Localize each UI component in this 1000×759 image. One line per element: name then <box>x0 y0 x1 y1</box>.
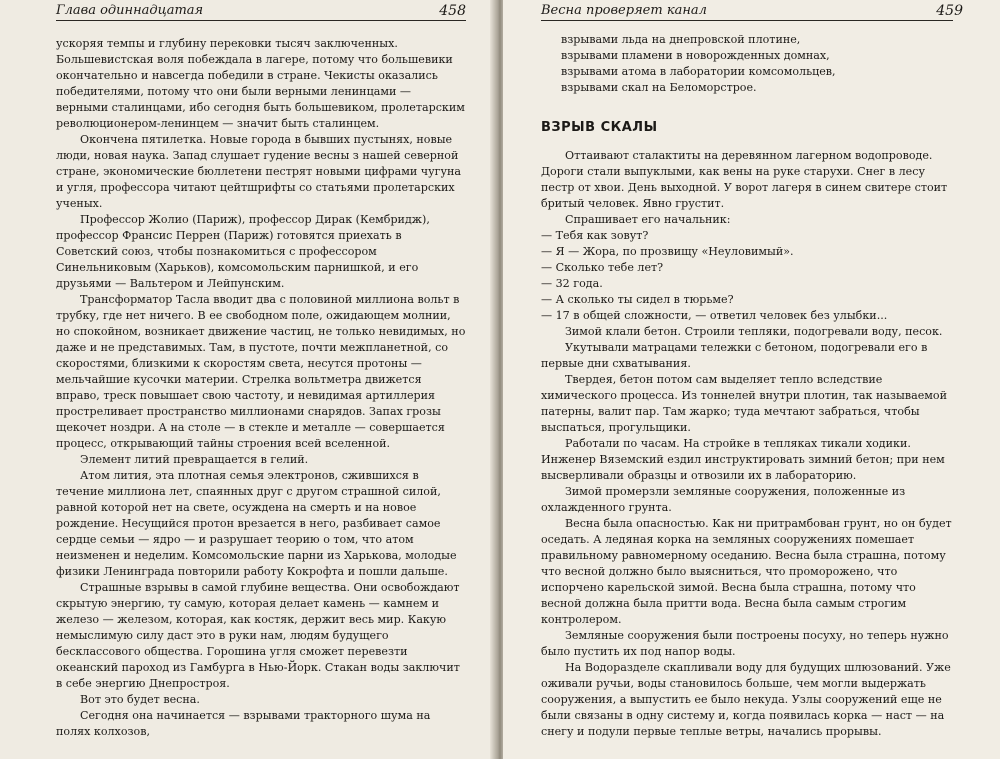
paragraph: Вот это будет весна. <box>80 693 200 706</box>
paragraph: Зимой промерзли земляные сооружения, положенные из охлажденного грунта. <box>541 485 906 514</box>
paragraph: Сегодня она начинается — взрывами тракторного шума на полях колхозов, <box>56 709 431 738</box>
right-page <box>503 0 1000 759</box>
verse-line: взрывами льда на днепровской плотине, <box>561 33 801 46</box>
dialog-line: — А сколько ты сидел в тюрьме? <box>541 293 734 306</box>
paragraph: Земляные сооружения были построены посуху, но теперь нужно было пустить их под напор воды. <box>541 629 949 658</box>
paragraph: Элемент литий превращается в гелий. <box>80 453 309 466</box>
dialog-line: — Тебя как зовут? <box>541 229 649 242</box>
dialog-block <box>541 228 953 324</box>
left-page-header <box>56 2 466 21</box>
verse-line: взрывами скал на Беломорстрое. <box>561 81 757 94</box>
right-header-title: Весна проверяет канал <box>541 3 707 18</box>
verse-line: взрывами атома в лаборатории комсомольцев, <box>561 65 836 78</box>
paragraph: Весна была опасностью. Как ни притрамбован грунт, но он будет оседать. А ледяная корка на земляных сооружениях помешает правильному равномерному оседанию. Весна была страшна, потому что весной должно было выясниться, что проморожено, что испорчено карельской зимой. Весна была страшна, потому что весной должна была притти вода. Весна была самым строгим контролером. <box>541 517 952 626</box>
left-page-number: 458 <box>439 3 466 19</box>
right-page-number: 459 <box>936 3 963 19</box>
paragraph: ускоряя темпы и глубину перековки тысяч заключенных. Большевистская воля побеждала в лагере, потому что большевики окончательно и навсегда победили в стране. Чекисты оказались победителями, потому что они были верными ленинцами — верными сталинцами, ибо сегодня быть большевиком, пролетарским революционером-ленинцем — значит быть сталинцем. <box>56 37 465 130</box>
dialog-line: — 32 года. <box>541 277 603 290</box>
paragraph: Страшные взрывы в самой глубине вещества. Они освобождают скрытую энергию, ту самую, которая делает камень — камнем и железо — железом, которая, как костяк, держит весь мир. Какую немыслимую силу даст это в руки нам, людям будущего бесклассового общества. Горошина угля сможет перевезти океанский пароход из Гамбурга в Нью-Йорк. Стакан воды заключит в себе энергию Днепростроя. <box>56 581 460 690</box>
left-page-text <box>56 36 466 740</box>
right-page-header <box>541 2 963 21</box>
dialog-line: — 17 в общей сложности, — ответил человек без улыбки... <box>541 309 888 322</box>
right-page-text <box>541 32 953 740</box>
paragraph: Трансформатор Тасла вводит два с половиной миллиона вольт в трубку, где нет ничего. В ее свободном поле, ожидающем молнии, но спокойном, возникает движение частиц, не только невидимых, но даже и не представимых. Там, в пустоте, почти межпланетной, со скоростями, близкими к скоростям света, несутся протоны — мельчайшие кусочки материи. Стрелка вольтметра движется вправо, треск повышает свою частоту, и невидимая артиллерия простреливает пространство миллионами снарядов. Запах грозы щекочет ноздри. А на столе — в стекле и металле — совершается процесс, открывающий тайны строения всей вселенной. <box>56 293 466 450</box>
paragraph: На Водоразделе скапливали воду для будущих шлюзований. Уже оживали ручьи, воды становилось больше, чем могли выдержать сооружения, а выпустить ее было некуда. Узлы сооружений еще не были связаны в одну систему и, когда появилась корка — наст — на снегу и подули первые теплые ветры, начались прорывы. <box>541 661 951 738</box>
dialog-line: — Сколько тебе лет? <box>541 261 664 274</box>
verse-block <box>561 32 953 96</box>
verse-line: взрывами пламени в новорожденных домнах, <box>561 49 830 62</box>
dialog-line: — Я — Жора, по прозвищу «Неуловимый». <box>541 245 794 258</box>
left-header-title: Глава одиннадцатая <box>56 3 204 18</box>
section-title: ВЗРЫВ СКАЛЫ <box>541 120 658 135</box>
paragraph: Профессор Жолио (Париж), профессор Дирак (Кембридж), профессор Франсис Перрен (Париж) готовятся приехать в Советский союз, чтобы познакомиться с профессором Синельниковым (Харьков), комсомольским парнишкой, и его друзьями — Вальтером и Лейпунским. <box>56 213 430 290</box>
paragraph: Спрашивает его начальник: <box>565 213 731 226</box>
paragraph: Оттаивают сталактиты на деревянном лагерном водопроводе. Дороги стали выпуклыми, как вены на руке старухи. Снег в лесу пестр от хвои. День выходной. У ворот лагеря в синем свитере стоит бритый человек. Явно грустит. <box>541 149 948 210</box>
paragraph: Окончена пятилетка. Новые города в бывших пустынях, новые люди, новая наука. Запад слушает гудение весны з нашей северной стране, экономические бюллетени пестрят новыми цифрами чугуна и угля, профессора читают цейтшрифты со статьями пролетарских ученых. <box>56 133 462 210</box>
paragraph: Работали по часам. На стройке в тепляках тикали ходики. Инженер Вяземский ездил инструктировать зимний бетон; при нем высверливали образцы и отвозили их в лабораторию. <box>541 437 945 482</box>
left-page <box>0 0 497 759</box>
paragraph: Атом лития, эта плотная семья электронов, сжившихся в течение миллиона лет, спаянных друг с другом страшной силой, равной которой нет на свете, осуждена на смерть и на новое рождение. Несущийся протон врезается в него, разбивает самое сердце семьи — ядро — и разрушает теорию о том, что атом неизменен и неделим. Комсомольские парни из Харькова, молодые физики Ленинграда повторили работу Кокрофта и пошли дальше. <box>56 469 457 578</box>
paragraph: Зимой клали бетон. Строили тепляки, подогревали воду, песок. <box>565 325 943 338</box>
paragraph: Твердея, бетон потом сам выделяет тепло вследствие химического процесса. Из тоннелей внутри плотин, так называемой патерны, валит пар. Там жарко; туда мечтают забраться, чтобы выспаться, прогульщики. <box>541 373 947 434</box>
paragraph: Укутывали матрацами тележки с бетоном, подогревали его в первые дни схватывания. <box>541 341 928 370</box>
